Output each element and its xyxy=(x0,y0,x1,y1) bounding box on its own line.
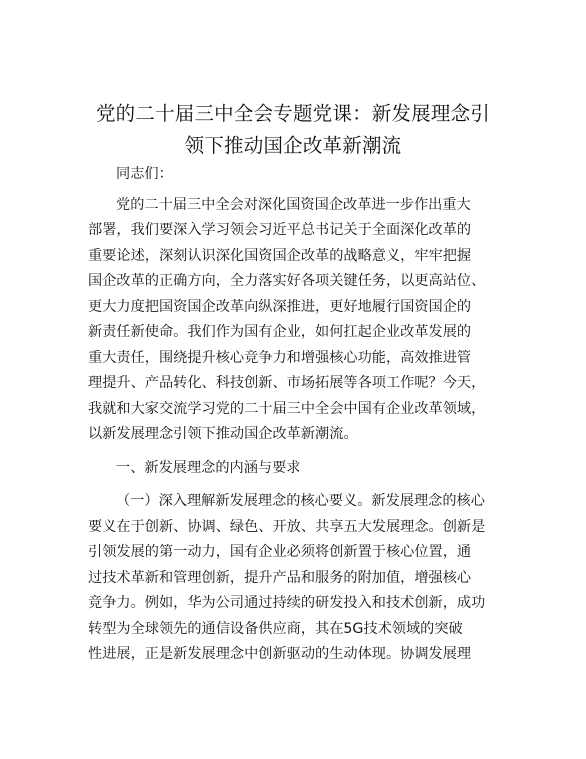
document-body xyxy=(88,162,502,668)
paragraph-line: 更大力度把国资国企改革向纵深推进，更好地履行国资国企的 xyxy=(88,298,472,315)
paragraph-line: 理提升、产品转化、科技创新、市场拓展等各项工作呢？今天， xyxy=(88,375,486,391)
document-title xyxy=(70,98,516,162)
paragraph-line: 以新发展理念引领下推动国企改革新潮流。 xyxy=(88,426,358,442)
paragraph-line: 性进展，正是新发展理念中创新驱动的生动体现。协调发展理 xyxy=(88,646,472,662)
paragraph-line: 过技术革新和管理创新，提升产品和服务的附加值，增强核心 xyxy=(88,569,472,586)
paragraph-line: 引领发展的第一动力，国有企业必须将创新置于核心位置，通 xyxy=(88,544,472,560)
paragraph-line: 我就和大家交流学习党的二十届三中全会中国有企业改革领域， xyxy=(88,400,486,417)
title-line-1: 党的二十届三中全会专题党课：新发展理念引 xyxy=(95,102,490,125)
section-heading: 一、新发展理念的内涵与要求 xyxy=(116,459,301,476)
greeting: 同志们： xyxy=(116,166,173,182)
spacer xyxy=(88,448,502,456)
paragraph-2 xyxy=(88,489,502,668)
paragraph-line: 国企改革的正确方向，全力落实好各项关键任务，以更高站位、 xyxy=(88,273,486,289)
spacer xyxy=(88,481,502,489)
paragraph-1 xyxy=(88,193,502,448)
paragraph-line: 部署，我们要深入学习领会习近平总书记关于全面深化改革的 xyxy=(88,222,472,238)
paragraph-line: 重大责任，围绕提升核心竞争力和增强核心功能，高效推进管 xyxy=(88,349,472,366)
paragraph-line: 重要论述，深刻认识深化国资国企改革的战略意义，牢牢把握 xyxy=(88,247,472,264)
paragraph-line: 新责任新使命。我们作为国有企业，如何扛起企业改革发展的 xyxy=(88,324,472,340)
paragraph-line: （一）深入理解新发展理念的核心要义。新发展理念的核心 xyxy=(116,493,485,509)
title-line-2: 领下推动国企改革新潮流 xyxy=(184,134,402,157)
paragraph-line: 要义在于创新、协调、绿色、开放、共享五大发展理念。创新是 xyxy=(88,518,486,535)
paragraph-line: 党的二十届三中全会对深化国资国企改革进一步作出重大 xyxy=(116,196,471,213)
paragraph-line: 竞争力。例如，华为公司通过持续的研发投入和技术创新，成功 xyxy=(88,595,486,611)
paragraph-line: 转型为全球领先的通信设备供应商，其在5G技术领域的突破 xyxy=(88,620,463,637)
